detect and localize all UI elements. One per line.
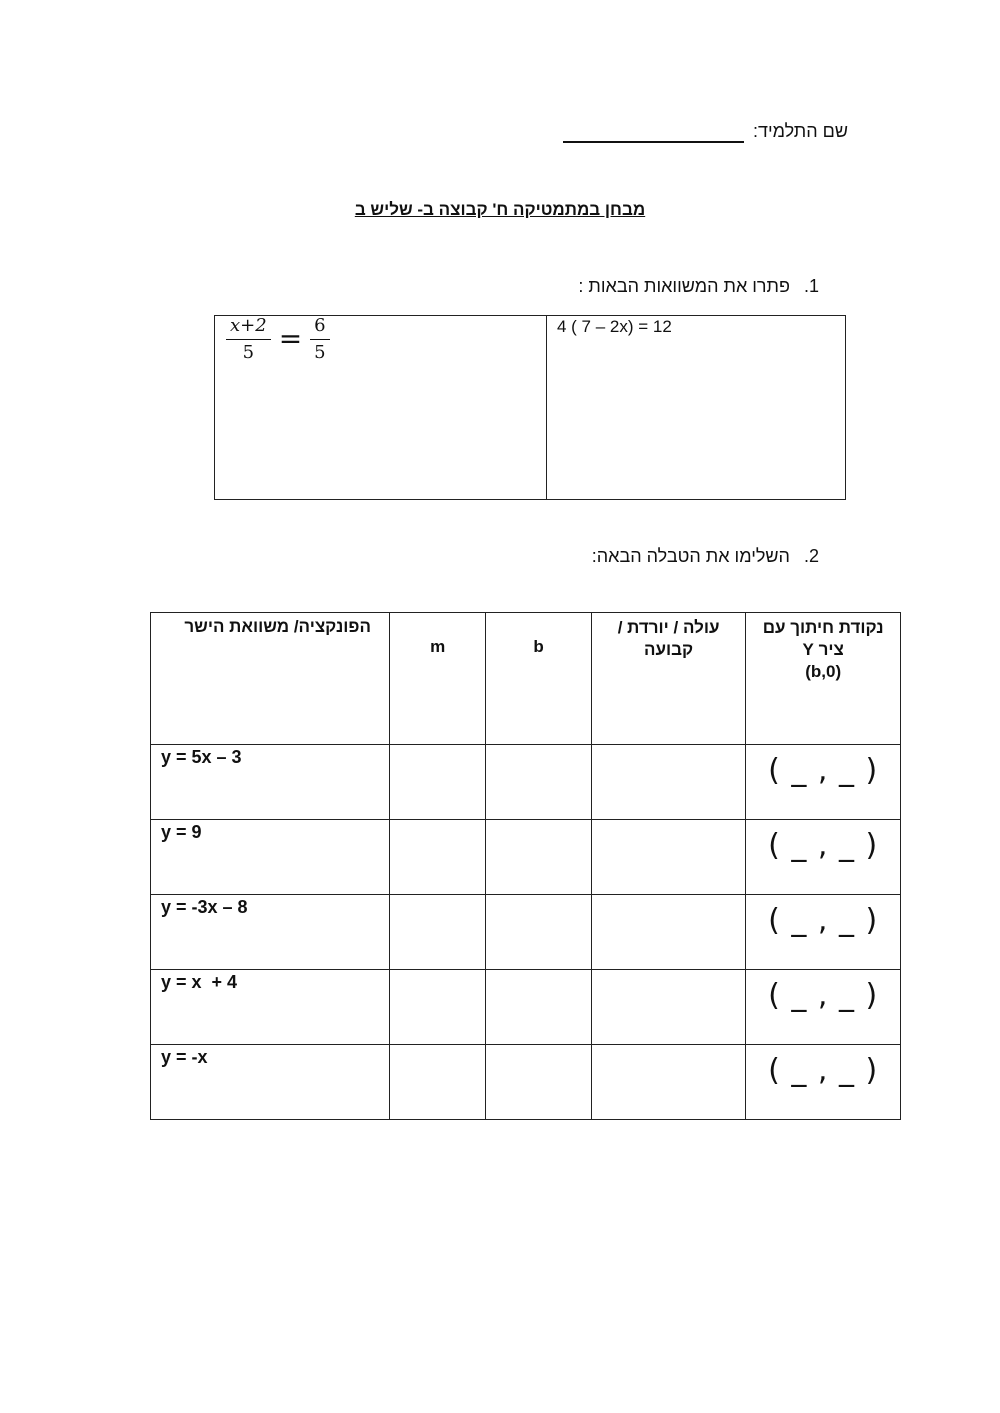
equations-divider (546, 315, 547, 500)
cell-m[interactable] (390, 745, 486, 820)
header-y-intercept (746, 613, 901, 745)
header-b: b (486, 613, 591, 745)
function-equation: y = -3x – 8 (161, 897, 248, 917)
header-y-intercept-line-3: (0,b) (805, 662, 842, 681)
header-direction-line-1: עולה / יורדת / (617, 618, 720, 637)
cell-m[interactable] (390, 820, 486, 895)
functions-table (150, 612, 901, 1120)
equation-left-lhs-fraction (226, 315, 271, 363)
cell-y-intercept[interactable] (746, 895, 901, 970)
header-function: הפונקציה/ משוואת הישר (151, 613, 390, 745)
table-header-row (151, 613, 901, 745)
cell-y-intercept[interactable] (746, 745, 901, 820)
y-intercept-blank: ( _ , _ ) (768, 753, 879, 788)
table-row (151, 820, 901, 895)
function-equation: y = 9 (161, 822, 202, 842)
cell-y-intercept[interactable] (746, 1045, 901, 1120)
y-intercept-blank: ( _ , _ ) (768, 828, 879, 863)
y-intercept-blank: ( _ , _ ) (768, 1053, 879, 1088)
y-intercept-blank: ( _ , _ ) (768, 903, 879, 938)
function-equation: y = x + 4 (161, 972, 238, 992)
cell-direction[interactable] (591, 895, 746, 970)
cell-function (151, 1045, 390, 1120)
student-name-field[interactable] (563, 141, 744, 143)
rhs-fraction-bar (310, 339, 329, 340)
header-y-intercept-line-2: ציר Y (802, 640, 844, 659)
header-y-intercept-line-1: נקודת חיתוך עם (762, 618, 884, 637)
question-2-heading (592, 546, 819, 567)
equals-sign: = (278, 322, 303, 355)
cell-y-intercept[interactable] (746, 970, 901, 1045)
function-equation: y = -x (161, 1047, 208, 1067)
cell-b[interactable] (486, 820, 591, 895)
header-direction (591, 613, 746, 745)
rhs-denominator: 5 (314, 342, 326, 363)
header-m: m (390, 613, 486, 745)
cell-y-intercept[interactable] (746, 820, 901, 895)
cell-function (151, 820, 390, 895)
table-row (151, 1045, 901, 1120)
cell-m[interactable] (390, 970, 486, 1045)
cell-b[interactable] (486, 1045, 591, 1120)
question-2-number: 2. (803, 546, 819, 566)
cell-direction[interactable] (591, 1045, 746, 1120)
student-name-label: שם התלמיד: (752, 121, 848, 141)
cell-direction[interactable] (591, 970, 746, 1045)
cell-b[interactable] (486, 745, 591, 820)
cell-b[interactable] (486, 895, 591, 970)
cell-function (151, 745, 390, 820)
y-intercept-blank: ( _ , _ ) (768, 978, 879, 1013)
equation-right: 4 ( 7 – 2x) = 12 (557, 317, 672, 336)
table-row (151, 970, 901, 1045)
table-row (151, 745, 901, 820)
cell-direction[interactable] (591, 820, 746, 895)
question-2-text: השלימו את הטבלה הבאה: (591, 546, 790, 566)
lhs-numerator: x+2 (230, 315, 267, 336)
lhs-fraction-bar (226, 339, 271, 340)
table-row (151, 895, 901, 970)
cell-b[interactable] (486, 970, 591, 1045)
lhs-denominator: 5 (242, 342, 255, 363)
header-direction-line-2: קבועה (644, 640, 694, 659)
function-equation: y = 5x – 3 (161, 747, 242, 767)
equation-left-rhs-fraction (310, 315, 329, 363)
question-1-text: פתרו את המשוואות הבאות : (578, 276, 790, 296)
question-1-number: 1. (803, 276, 819, 296)
question-1-heading (578, 276, 819, 297)
cell-m[interactable] (390, 1045, 486, 1120)
equation-left (226, 315, 330, 363)
cell-function (151, 970, 390, 1045)
cell-direction[interactable] (591, 745, 746, 820)
cell-function (151, 895, 390, 970)
rhs-numerator: 6 (314, 315, 326, 336)
cell-m[interactable] (390, 895, 486, 970)
page-title: מבחן במתמטיקה ח' קבוצה ב- שליש ב (354, 200, 646, 219)
